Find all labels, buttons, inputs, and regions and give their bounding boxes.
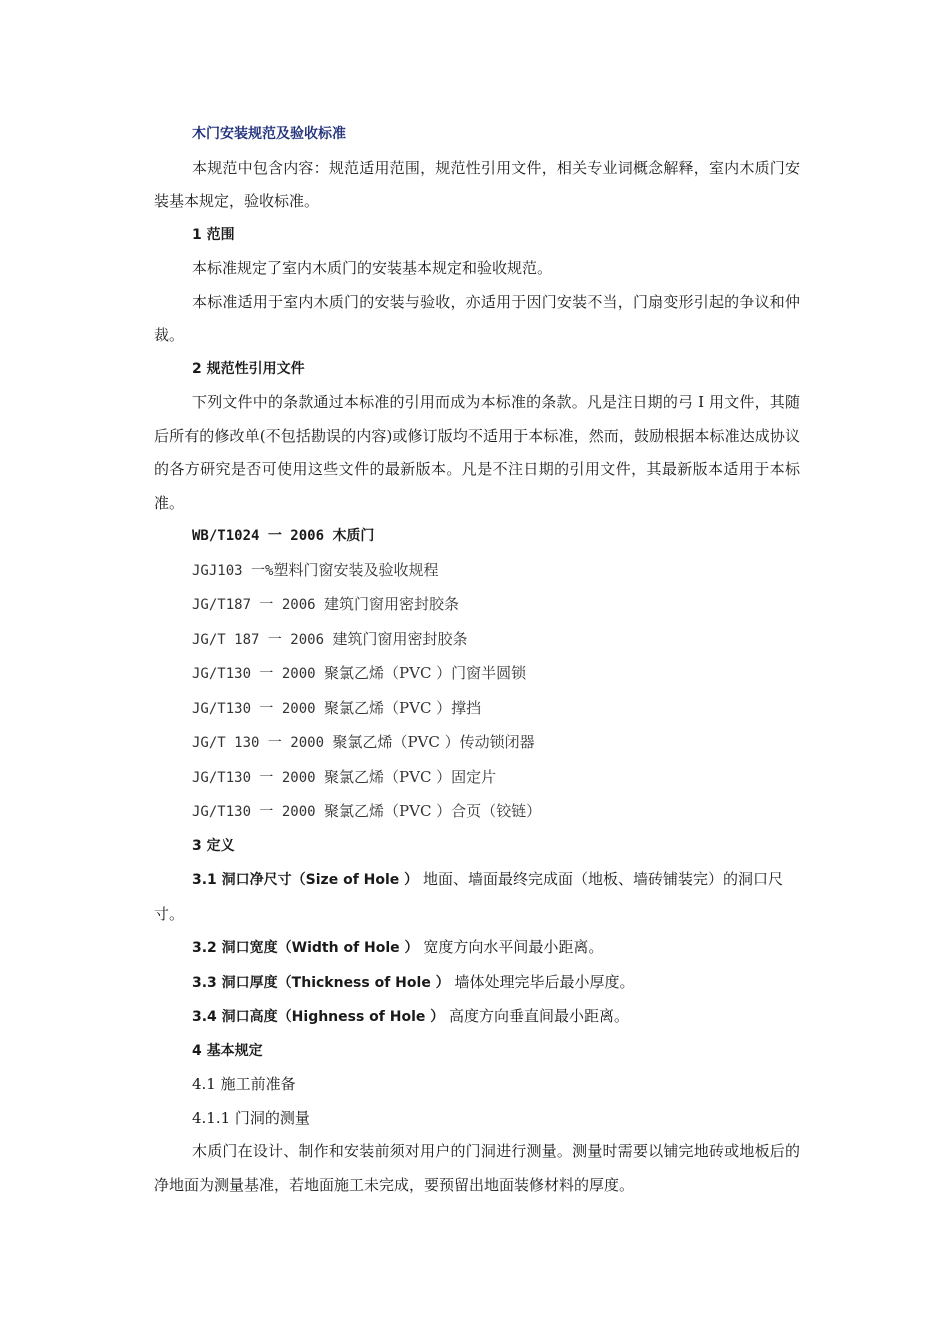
reference-title: 塑料门窗安装及验收规程	[273, 560, 439, 579]
definition-item	[154, 863, 800, 931]
reference-item	[154, 726, 800, 761]
reference-title: 木质门	[332, 528, 375, 544]
reference-code: JG/T130 一 2000	[192, 666, 325, 682]
reference-item	[154, 623, 800, 658]
definition-item	[154, 931, 800, 966]
section-1-paragraph-1: 本标准规定了室内木质门的安装基本规定和验收规范。	[192, 259, 553, 277]
section-2-heading: 2 规范性引用文件	[192, 360, 305, 377]
reference-code: JG/T 187 一 2006	[192, 631, 333, 648]
definition-term: 3.3 洞口厚度（Thickness of Hole ）	[192, 974, 450, 991]
reference-title: 建筑门窗用密封胶条	[332, 629, 468, 648]
reference-title: 建筑门窗用密封胶条	[324, 595, 460, 613]
definition-text: 地面、墙面最终完成面（地板、墙砖铺装完）的洞口尺寸。	[154, 870, 783, 923]
definition-text: 高度方向垂直间最小距离。	[444, 1007, 630, 1025]
document-title: 木门安装规范及验收标准	[192, 126, 346, 142]
section-4-heading: 4 基本规定	[192, 1042, 263, 1059]
section-2-paragraph: 下列文件中的条款通过本标准的引用而成为本标准的条款。凡是注日期的弓 I 用文件，其随后所有的修改单(不包括勘误的内容)或修订版均不适用于本标准，然而，鼓励根据本标准达成协议的各方研究是否可使用这些文件的最新版本。凡是不注日期的引用文件，其最新版本适用于本标准。	[154, 393, 800, 512]
reference-code: JG/T 130 一 2000	[192, 735, 333, 751]
reference-item	[154, 520, 800, 554]
reference-code: WB/T1024 一 2006	[192, 528, 333, 544]
definition-item	[154, 966, 800, 1001]
definition-item	[154, 1000, 800, 1035]
reference-code: JG/T130 一 2000	[192, 769, 325, 786]
reference-item	[154, 657, 800, 692]
reference-code: JGJ103 一%	[192, 562, 274, 579]
section-1-heading: 1 范围	[192, 226, 235, 243]
reference-code: JG/T130 一 2000	[192, 804, 325, 820]
reference-code: JG/T187 一 2006	[192, 597, 325, 613]
reference-item	[154, 692, 800, 727]
definition-text: 宽度方向水平间最小距离。	[418, 938, 604, 956]
intro-paragraph: 本规范中包含内容：规范适用范围，规范性引用文件，相关专业词概念解释，室内木质门安装基本规定，验收标准。	[154, 158, 800, 210]
reference-title: 聚氯乙烯（PVC ）固定片	[324, 767, 497, 786]
reference-title: 聚氯乙烯（PVC ）传动锁闭器	[332, 733, 535, 751]
reference-item	[154, 761, 800, 796]
definition-term: 3.2 洞口宽度（Width of Hole ）	[192, 940, 419, 956]
reference-title: 聚氯乙烯（PVC ）合页（铰链）	[324, 802, 542, 820]
definition-term: 3.1 洞口净尺寸（Size of Hole ）	[192, 872, 419, 888]
reference-item	[154, 795, 800, 830]
reference-title: 聚氯乙烯（PVC ）撑挡	[324, 698, 482, 717]
subsection-heading: 4.1 施工前准备	[192, 1075, 296, 1093]
definition-term: 3.4 洞口高度（Highness of Hole ）	[192, 1009, 445, 1025]
reference-title: 聚氯乙烯（PVC ）门窗半圆锁	[324, 664, 527, 682]
reference-item	[154, 554, 800, 589]
definition-text: 墙体处理完毕后最小厚度。	[449, 972, 635, 991]
section-3-heading: 3 定义	[192, 837, 235, 854]
reference-item	[154, 588, 800, 623]
subsection-heading: 4.1.1 门洞的测量	[192, 1108, 310, 1127]
section-4-paragraph: 木质门在设计、制作和安装前须对用户的门洞进行测量。测量时需要以铺完地砖或地板后的净地面为测量基准，若地面施工未完成，要预留出地面装修材料的厚度。	[154, 1142, 800, 1194]
document-body	[154, 118, 800, 1202]
section-1-paragraph-2: 本标准适用于室内木质门的安装与验收，亦适用于因门安装不当，门扇变形引起的争议和仲裁。	[154, 292, 800, 344]
reference-code: JG/T130 一 2000	[192, 700, 325, 717]
